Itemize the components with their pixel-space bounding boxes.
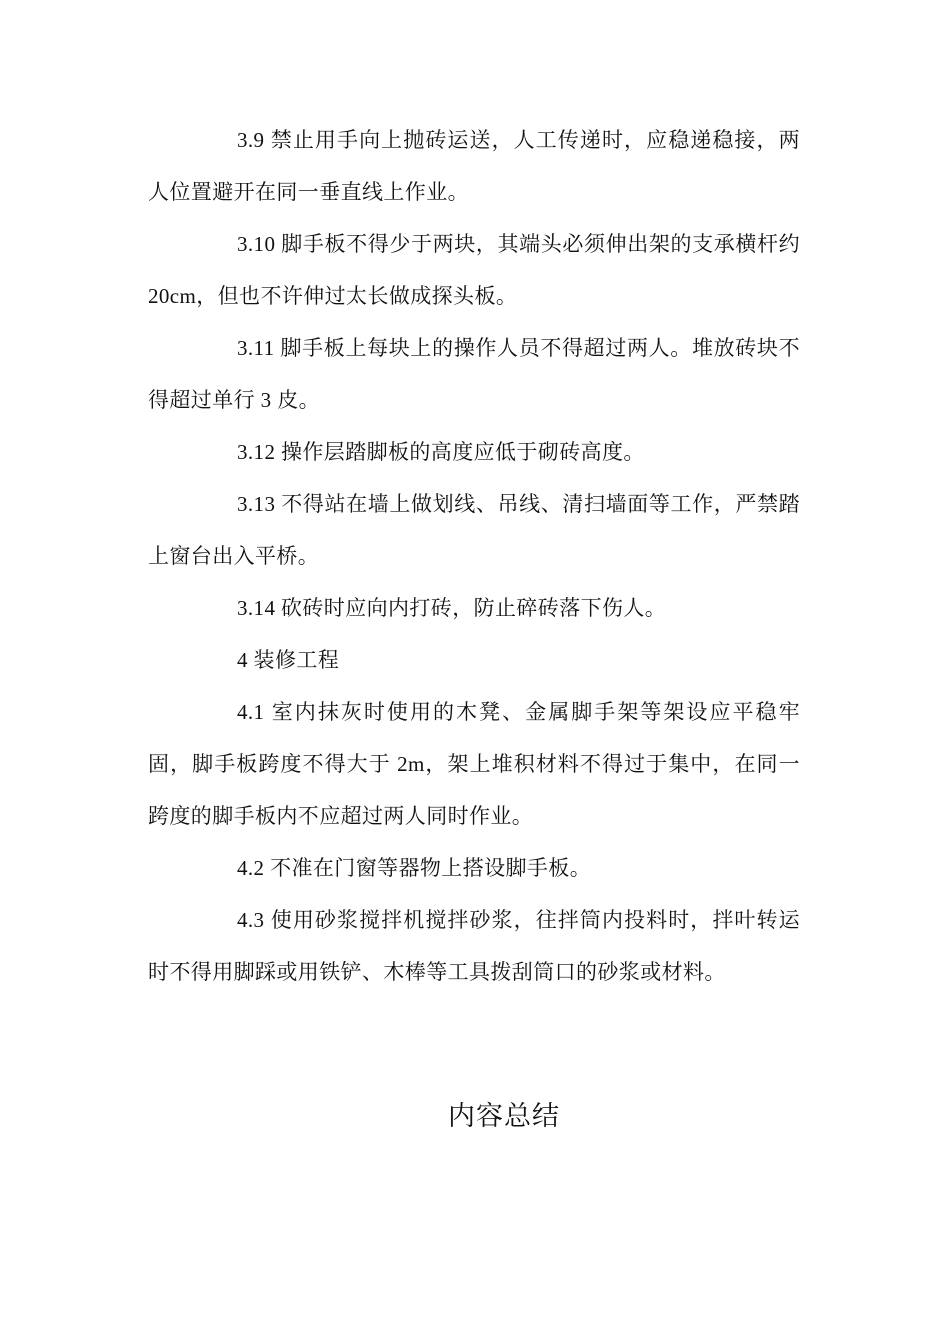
paragraph-3-9: 3.9 禁止用手向上抛砖运送，人工传递时，应稳递稳接，两人位置避开在同一垂直线上作业。 [148,128,800,204]
paragraph-4-3: 4.3 使用砂浆搅拌机搅拌砂浆，往拌筒内投料时，拌叶转运时不得用脚踩或用铁铲、木棒等工具拨刮筒口的砂浆或材料。 [148,908,800,984]
paragraph-4-1: 4.1 室内抹灰时使用的木凳、金属脚手架等架设应平稳牢固，脚手板跨度不得大于 2m，架上堆积材料不得过于集中，在同一跨度的脚手板内不应超过两人同时作业。 [148,700,800,828]
paragraph-3-12: 3.12 操作层踏脚板的高度应低于砌砖高度。 [237,440,645,464]
section-heading-4: 4 装修工程 [237,648,340,672]
summary-title: 内容总结 [448,1101,560,1131]
paragraph-3-14: 3.14 砍砖时应向内打砖，防止碎砖落下伤人。 [237,596,667,620]
paragraph-3-11: 3.11 脚手板上每块上的操作人员不得超过两人。堆放砖块不得超过单行 3 皮。 [148,336,800,412]
document-body [148,114,800,998]
paragraph-3-10: 3.10 脚手板不得少于两块，其端头必须伸出架的支承横杆约 20cm，但也不许伸过太长做成探头板。 [148,232,800,308]
paragraph-4-2: 4.2 不准在门窗等器物上搭设脚手板。 [237,856,592,880]
paragraph-3-13: 3.13 不得站在墙上做划线、吊线、清扫墙面等工作，严禁踏上窗台出入平桥。 [148,492,800,568]
